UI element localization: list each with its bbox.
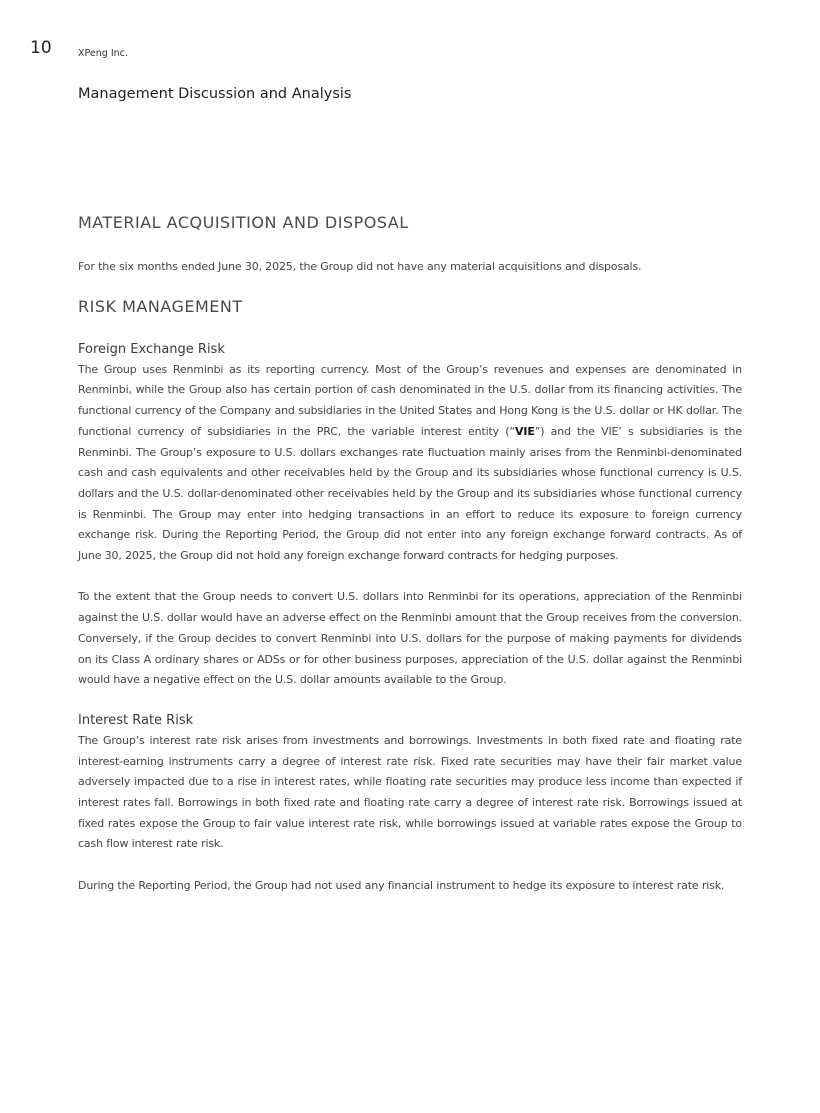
main-content	[78, 210, 742, 897]
company-name: XPeng Inc.	[78, 48, 128, 59]
foreign-exchange-risk-heading: Foreign Exchange Risk	[78, 341, 225, 357]
fx-text-before: The Group uses Renminbi as its reporting currency. Most of the Group’s revenues and expenses are denominated in Renminbi, while the Group also has certain portion of cash denominated in the U.S. dollar from its financing activities. The functional currency of the Company and subsidiaries in the United States and Hong Kong is the U.S. dollar or HK dollar. The functional currency of subsidiaries in the PRC, the variable interest entity (“	[78, 362, 742, 438]
risk-management-heading: RISK MANAGEMENT	[78, 296, 243, 316]
section-header: Management Discussion and Analysis	[78, 86, 352, 102]
vie-term: VIE	[515, 424, 535, 438]
foreign-exchange-paragraph-2: To the extent that the Group needs to convert U.S. dollars into Renminbi for its operations, appreciation of the Renminbi against the U.S. dollar would have an adverse effect on the Renminbi amount that the Group receives from the conversion. Conversely, if the Group decides to convert Renminbi into U.S. dollars for the purpose of making payments for dividends on its Class A ordinary shares or ADSs or for other business purposes, appreciation of the U.S. dollar against the Renminbi would have a negative effect on the U.S. dollar amounts available to the Group.	[78, 590, 742, 687]
material-acquisition-text: For the six months ended June 30, 2025, the Group did not have any material acquisitions and disposals.	[78, 260, 642, 273]
page-number: 10	[30, 38, 52, 58]
interest-rate-paragraph-1: The Group’s interest rate risk arises from investments and borrowings. Investments in both fixed rate and floating rate interest-earning instruments carry a degree of interest rate risk. Fixed rate securities may have their fair market value adversely impacted due to a rise in interest rates, while floating rate securities may produce less income than expected if interest rates fall. Borrowings in both fixed rate and floating rate carry a degree of interest rate risk. Borrowings issued at fixed rates expose the Group to fair value interest rate risk, while borrowings issued at variable rates expose the Group to cash flow interest rate risk.	[78, 733, 742, 851]
interest-rate-risk-heading: Interest Rate Risk	[78, 712, 194, 728]
material-acquisition-heading: MATERIAL ACQUISITION AND DISPOSAL	[78, 213, 409, 232]
foreign-exchange-paragraph-1	[78, 360, 742, 567]
fx-text-after: ”) and the VIE’ s subsidiaries is the Renminbi. The Group’s exposure to U.S. dollars exchanges rate fluctuation mainly arises from the Renminbi-denominated cash and cash equivalents and other receivables held by the Group and its subsidiaries whose functional currency is U.S. dollars and the U.S. dollar-denominated other receivables held by the Group and its subsidiaries whose functional currency is Renminbi. The Group may enter into hedging transactions in an effort to reduce its exposure to foreign currency exchange risk. During the Reporting Period, the Group did not enter into any foreign exchange forward contracts. As of June 30, 2025, the Group did not hold any foreign exchange forward contracts for hedging purposes.	[78, 424, 742, 563]
interest-rate-paragraph-2: During the Reporting Period, the Group had not used any financial instrument to hedge its exposure to interest rate risk.	[78, 878, 725, 892]
